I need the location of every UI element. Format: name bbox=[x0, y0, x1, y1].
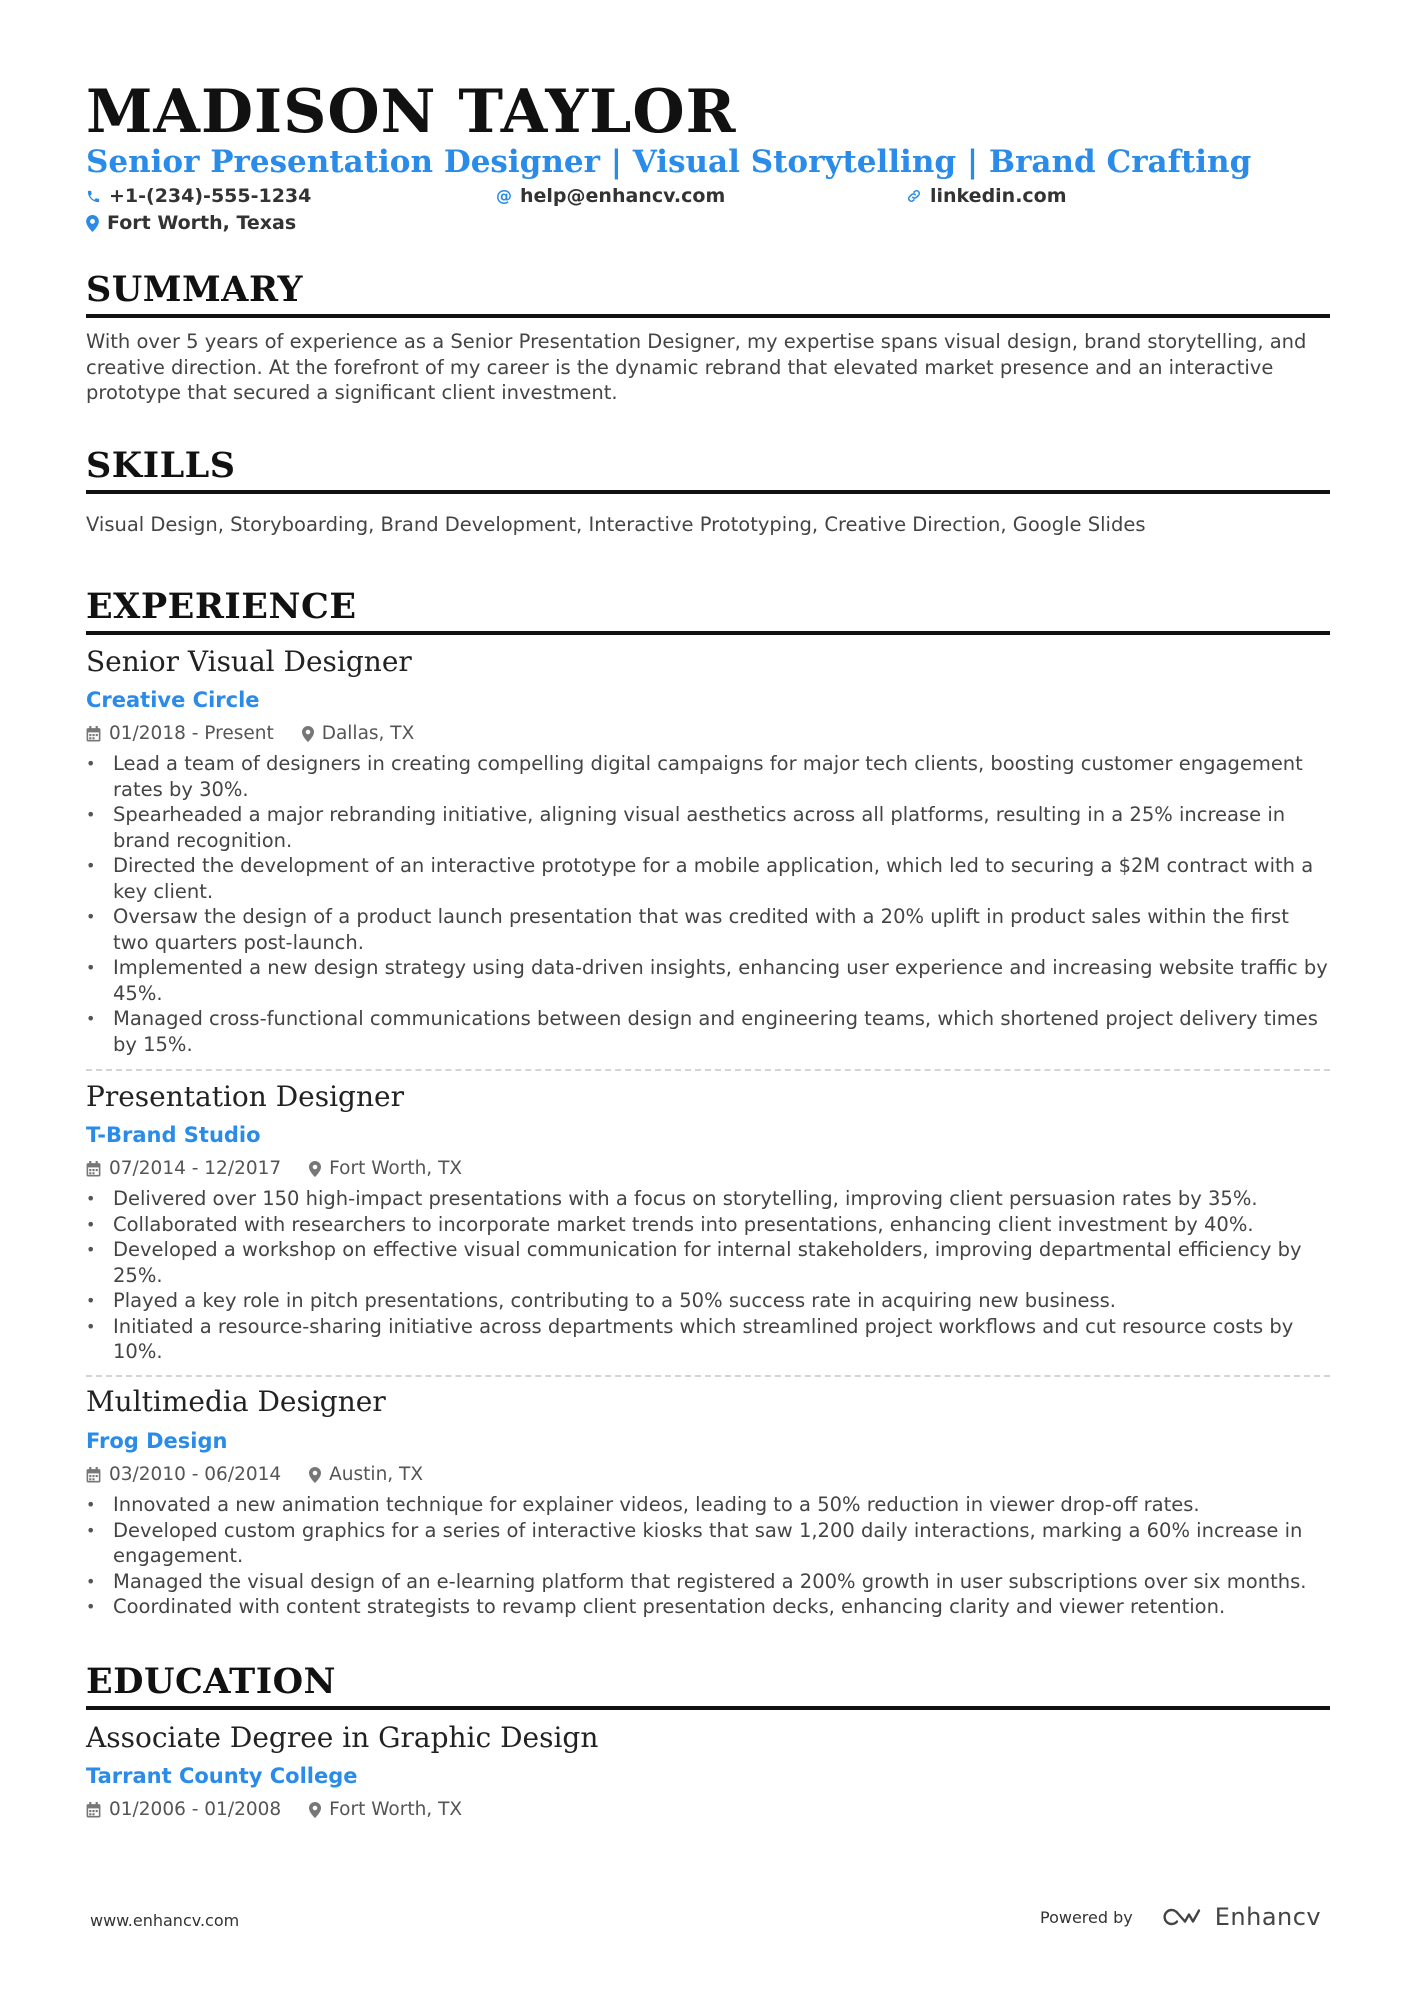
candidate-name: MADISON TAYLOR bbox=[86, 77, 737, 147]
list-item: • Directed the development of an interactive prototype for a mobile application, which led to securing a $2M contract with a key client. bbox=[86, 853, 1330, 904]
school-name: Tarrant County College bbox=[86, 1764, 358, 1788]
location-pin-icon bbox=[309, 1161, 321, 1177]
job-title: Multimedia Designer bbox=[86, 1385, 386, 1418]
location-pin-icon bbox=[86, 215, 99, 232]
job-bullets bbox=[86, 1186, 1330, 1365]
location-pin-icon bbox=[309, 1467, 321, 1483]
job-company: Frog Design bbox=[86, 1429, 228, 1453]
job-location: Fort Worth, TX bbox=[329, 1158, 463, 1179]
job-meta bbox=[86, 1156, 462, 1182]
list-item: • Developed custom graphics for a series of interactive kiosks that saw 1,200 daily interactions, marking a 60% increase in engagement. bbox=[86, 1518, 1330, 1569]
job-bullets bbox=[86, 1492, 1330, 1620]
contact-email[interactable] bbox=[496, 183, 725, 209]
skills-heading: SKILLS bbox=[86, 444, 1330, 494]
skills-text: Visual Design, Storyboarding, Brand Development, Interactive Prototyping, Creative Direction, Google Slides bbox=[86, 513, 1146, 536]
list-item: • Innovated a new animation technique for explainer videos, leading to a 50% reduction in viewer drop-off rates. bbox=[86, 1492, 1330, 1518]
candidate-title: Senior Presentation Designer | Visual Storytelling | Brand Crafting bbox=[86, 144, 1252, 180]
list-item: • Collaborated with researchers to incorporate market trends into presentations, enhancing client investment by 40%. bbox=[86, 1212, 1330, 1238]
experience-heading: EXPERIENCE bbox=[86, 585, 1330, 635]
degree-title: Associate Degree in Graphic Design bbox=[86, 1721, 599, 1754]
job-title: Senior Visual Designer bbox=[86, 645, 412, 678]
calendar-icon bbox=[86, 1467, 101, 1483]
powered-by-text: Powered by bbox=[1040, 1907, 1133, 1927]
education-meta bbox=[86, 1797, 462, 1823]
education-heading: EDUCATION bbox=[86, 1660, 1330, 1710]
job-dates: 07/2014 - 12/2017 bbox=[109, 1158, 282, 1179]
phone-text: +1-(234)-555-1234 bbox=[109, 185, 312, 207]
list-item: • Managed cross-functional communications between design and engineering teams, which shortened project delivery times by 15%. bbox=[86, 1006, 1330, 1057]
email-text: help@enhancv.com bbox=[520, 185, 726, 207]
job-company: T-Brand Studio bbox=[86, 1123, 261, 1147]
brand-name: Enhancv bbox=[1214, 1903, 1322, 1931]
list-item: • Developed a workshop on effective visual communication for internal stakeholders, improving departmental efficiency by 25%. bbox=[86, 1237, 1330, 1288]
summary-text: With over 5 years of experience as a Senior Presentation Designer, my expertise spans visual design, brand storytelling, and creative direction. At the forefront of my career is the dynamic rebrand that elevated market presence and an interactive prototype that secured a significant client investment. bbox=[86, 330, 1307, 404]
calendar-icon bbox=[86, 1802, 101, 1818]
job-dates: 01/2018 - Present bbox=[109, 723, 274, 744]
job-location: Austin, TX bbox=[329, 1464, 424, 1485]
list-item: • Managed the visual design of an e-learning platform that registered a 200% growth in user subscriptions over six months. bbox=[86, 1569, 1330, 1595]
calendar-icon bbox=[86, 726, 101, 742]
list-item: • Lead a team of designers in creating compelling digital campaigns for major tech clients, boosting customer engagement rates by 30%. bbox=[86, 751, 1330, 802]
list-item: • Oversaw the design of a product launch presentation that was credited with a 20% uplift in product sales within the first two quarters post-launch. bbox=[86, 904, 1330, 955]
list-item: • Implemented a new design strategy using data-driven insights, enhancing user experience and increasing website traffic by 45%. bbox=[86, 955, 1330, 1006]
job-meta bbox=[86, 1462, 423, 1488]
footer-powered-by[interactable] bbox=[1040, 1903, 1321, 1931]
phone-icon bbox=[86, 189, 101, 204]
job-location: Dallas, TX bbox=[321, 723, 415, 744]
location-pin-icon bbox=[302, 726, 314, 742]
calendar-icon bbox=[86, 1161, 101, 1177]
enhancv-logo-icon bbox=[1159, 1905, 1205, 1929]
link-icon bbox=[906, 188, 922, 204]
list-item: • Played a key role in pitch presentations, contributing to a 50% success rate in acquiring new business. bbox=[86, 1288, 1330, 1314]
job-divider bbox=[86, 1375, 1330, 1377]
contact-location bbox=[86, 210, 296, 236]
job-company: Creative Circle bbox=[86, 688, 260, 712]
footer-website[interactable]: www.enhancv.com bbox=[90, 1911, 240, 1930]
job-bullets bbox=[86, 751, 1330, 1057]
contact-linkedin[interactable] bbox=[906, 183, 1067, 209]
at-icon: @ bbox=[496, 186, 512, 205]
education-location: Fort Worth, TX bbox=[329, 1799, 463, 1820]
list-item: • Initiated a resource-sharing initiative across departments which streamlined project workflows and cut resource costs by 10%. bbox=[86, 1314, 1330, 1365]
education-dates: 01/2006 - 01/2008 bbox=[109, 1799, 282, 1820]
job-dates: 03/2010 - 06/2014 bbox=[109, 1464, 282, 1485]
contact-phone[interactable] bbox=[86, 183, 311, 209]
job-title: Presentation Designer bbox=[86, 1080, 404, 1113]
linkedin-text: linkedin.com bbox=[930, 185, 1067, 207]
summary-heading: SUMMARY bbox=[86, 268, 1330, 318]
job-meta bbox=[86, 721, 414, 747]
job-divider bbox=[86, 1069, 1330, 1071]
list-item: • Spearheaded a major rebranding initiative, aligning visual aesthetics across all platforms, resulting in a 25% increase in brand recognition. bbox=[86, 802, 1330, 853]
list-item: • Coordinated with content strategists to revamp client presentation decks, enhancing clarity and viewer retention. bbox=[86, 1594, 1330, 1620]
list-item: • Delivered over 150 high-impact presentations with a focus on storytelling, improving client persuasion rates by 35%. bbox=[86, 1186, 1330, 1212]
location-text: Fort Worth, Texas bbox=[107, 212, 297, 234]
location-pin-icon bbox=[309, 1802, 321, 1818]
